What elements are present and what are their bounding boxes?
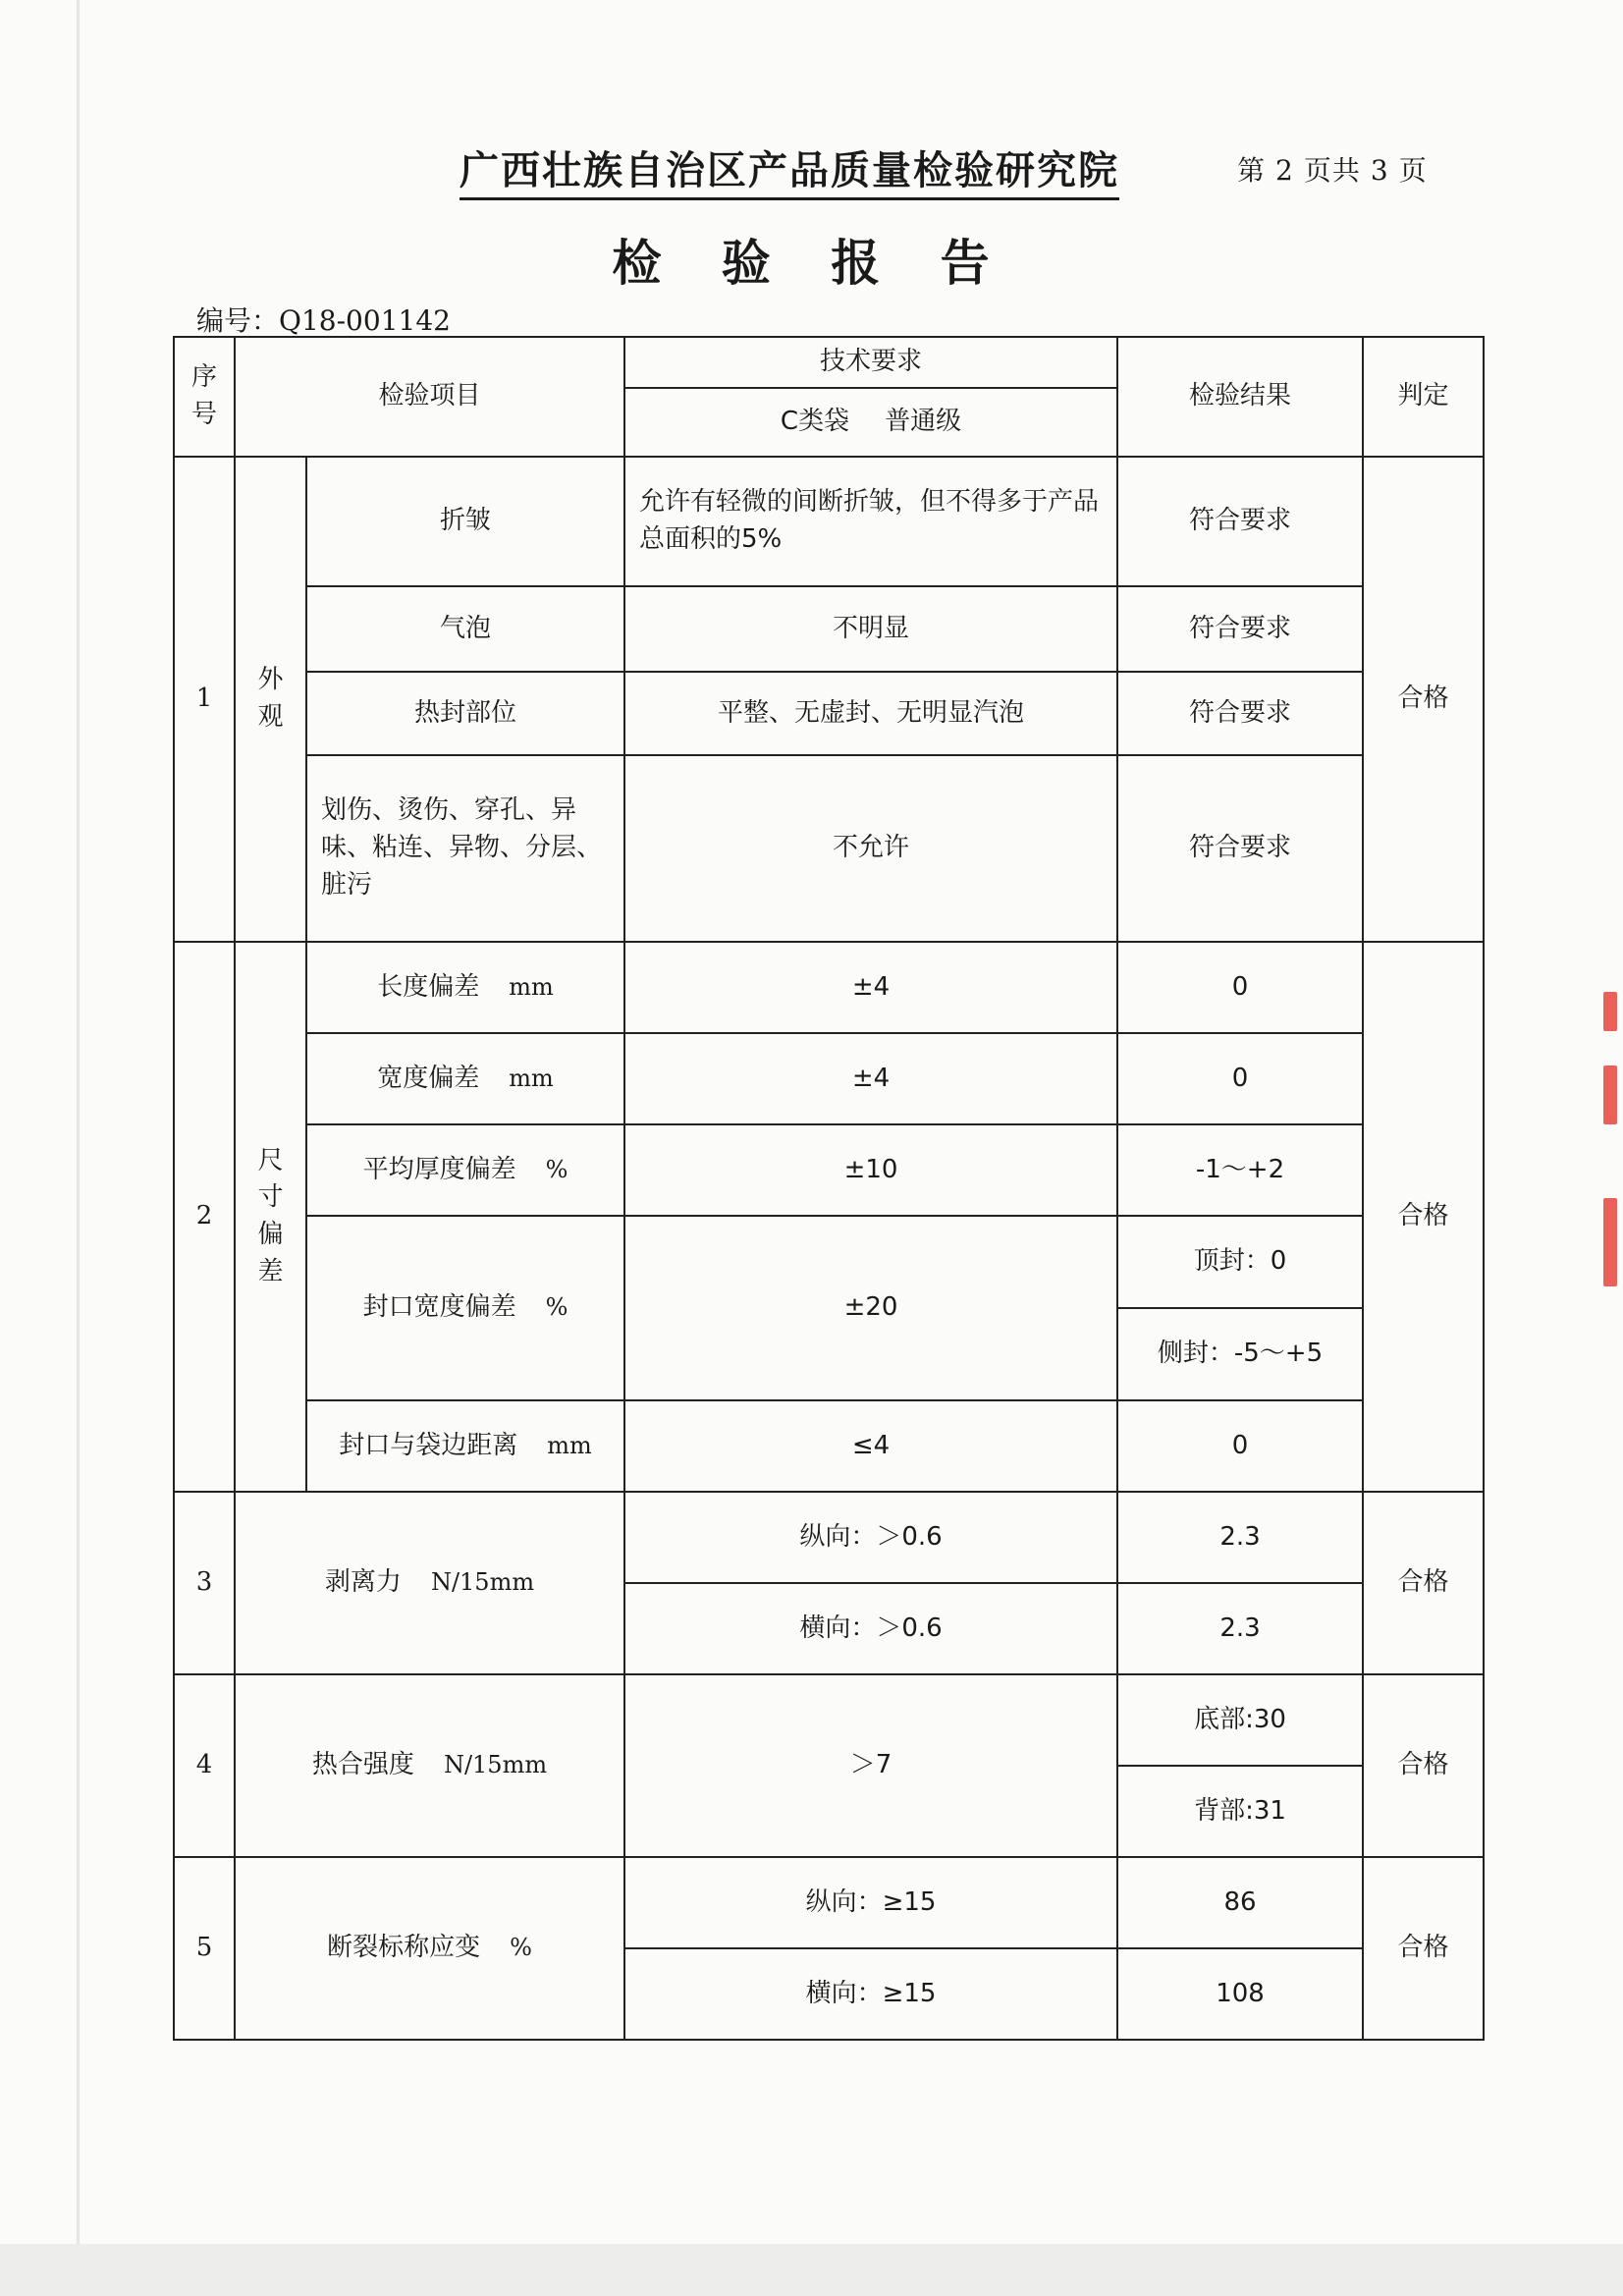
result-value: 86 [1117,1857,1363,1948]
item-name: 划伤、烫伤、穿孔、异味、粘连、异物、分层、脏污 [306,755,624,942]
group-name [235,457,306,942]
report-number-value: Q18-001142 [279,304,451,337]
item-label: 长度偏差 [377,971,480,1002]
spec-value: ±10 [624,1124,1117,1216]
group-name-char: 外 [257,665,284,695]
spec-value: ±20 [624,1216,1117,1400]
stamp-edge-mark [1603,1066,1617,1124]
group-seq: 1 [174,457,235,942]
item-name [306,1124,624,1216]
table-row [174,586,1484,672]
spec-value: ±4 [624,1033,1117,1124]
page-suffix: 页 [1398,154,1428,187]
item-unit: mm [547,1431,592,1459]
header-verdict: 判定 [1363,337,1484,457]
result-value: 0 [1117,1033,1363,1124]
verdict-value: 合格 [1363,1492,1484,1674]
item-label: 封口与袋边距离 [339,1430,518,1460]
item-unit: N/15mm [443,1751,548,1779]
table-header-row [174,337,1484,388]
group-name-char: 尺 [257,1145,284,1175]
result-value: 符合要求 [1117,755,1363,942]
spec-value: ＞7 [624,1674,1117,1857]
spec-value: ±4 [624,942,1117,1033]
verdict-value: 合格 [1363,457,1484,942]
document-title: 检 验 报 告 [612,234,1011,292]
group-name-char: 偏 [257,1220,284,1249]
item-label: 断裂标称应变 [327,1933,481,1963]
group-seq: 5 [174,1857,235,2040]
result-value: 侧封：-5～+5 [1117,1308,1363,1400]
page-current: 2 [1275,154,1294,187]
fold-line [77,0,80,2244]
item-name: 气泡 [306,586,624,672]
table-row [174,1400,1484,1492]
verdict-value: 合格 [1363,1857,1484,2040]
item-label: 平均厚度偏差 [362,1154,516,1184]
table-row [174,755,1484,942]
report-number [196,300,451,339]
item-unit: % [545,1155,568,1183]
item-unit: N/15mm [430,1568,535,1597]
stamp-edge-mark [1603,1198,1617,1286]
verdict-value: 合格 [1363,1674,1484,1857]
result-value: 2.3 [1117,1583,1363,1674]
item-unit: % [545,1293,568,1322]
report-header [460,139,1119,200]
spec-value: 纵向：＞0.6 [624,1492,1117,1583]
result-value: 符合要求 [1117,586,1363,672]
spec-value: 允许有轻微的间断折皱，但不得多于产品总面积的5% [624,457,1117,586]
report-number-label: 编号： [196,304,280,337]
result-value: 符合要求 [1117,457,1363,586]
spec-value: 不明显 [624,586,1117,672]
inspection-table [173,336,1485,2041]
institute-name: 广西壮族自治区产品质量检验研究院 [460,139,1119,200]
item-unit: mm [509,972,554,1001]
item-label: 宽度偏差 [377,1063,480,1093]
stamp-edge-mark [1603,992,1617,1031]
page-indicator [1237,149,1437,189]
item-label: 剥离力 [324,1567,402,1598]
header-item: 检验项目 [235,337,624,457]
spec-value: 纵向：≥15 [624,1857,1117,1948]
spec-value: ≤4 [624,1400,1117,1492]
item-label: 封口宽度偏差 [362,1292,516,1323]
result-value: 2.3 [1117,1492,1363,1583]
group-name-char: 寸 [257,1182,284,1213]
group-name-char: 差 [257,1256,284,1286]
result-value: -1～+2 [1117,1124,1363,1216]
item-name [306,1033,624,1124]
item-unit: % [510,1934,532,1962]
group-seq: 2 [174,942,235,1492]
spec-value: 不允许 [624,755,1117,942]
result-value: 顶封：0 [1117,1216,1363,1308]
header-spec-sub [624,388,1117,457]
item-unit: mm [509,1064,554,1092]
table-row [174,1033,1484,1124]
page-middle: 页共 [1303,154,1361,187]
scan-bottom-edge [0,2244,1623,2296]
table-row [174,672,1484,755]
header-seq: 序 号 [174,337,235,457]
table-row [174,1216,1484,1308]
group-seq: 3 [174,1492,235,1674]
item-label: 热合强度 [311,1750,414,1780]
item-name [235,1857,624,2040]
spec-value: 横向：＞0.6 [624,1583,1117,1674]
item-name [306,942,624,1033]
item-name: 折皱 [306,457,624,586]
group-name [235,942,306,1492]
page-prefix: 第 [1237,154,1267,187]
result-value: 符合要求 [1117,672,1363,755]
result-value: 0 [1117,1400,1363,1492]
table-row [174,1857,1484,1948]
header-result: 检验结果 [1117,337,1363,457]
item-name: 热封部位 [306,672,624,755]
header-spec-grade: 普通级 [885,407,962,437]
table-row [174,1674,1484,1766]
table-row [174,942,1484,1033]
table-row [174,1124,1484,1216]
item-name [306,1400,624,1492]
result-value: 0 [1117,942,1363,1033]
verdict-value: 合格 [1363,942,1484,1492]
result-value: 108 [1117,1948,1363,2040]
result-value: 底部:30 [1117,1674,1363,1766]
spec-value: 平整、无虚封、无明显汽泡 [624,672,1117,755]
result-value: 背部:31 [1117,1766,1363,1857]
item-name [235,1492,624,1674]
group-seq: 4 [174,1674,235,1857]
group-name-char: 观 [257,702,284,732]
table-row [174,457,1484,586]
table-row [174,1492,1484,1583]
header-spec-class: C类袋 [780,407,850,437]
spec-value: 横向：≥15 [624,1948,1117,2040]
item-name [306,1216,624,1400]
header-spec: 技术要求 [624,337,1117,388]
item-name [235,1674,624,1857]
page-total: 3 [1370,154,1389,187]
